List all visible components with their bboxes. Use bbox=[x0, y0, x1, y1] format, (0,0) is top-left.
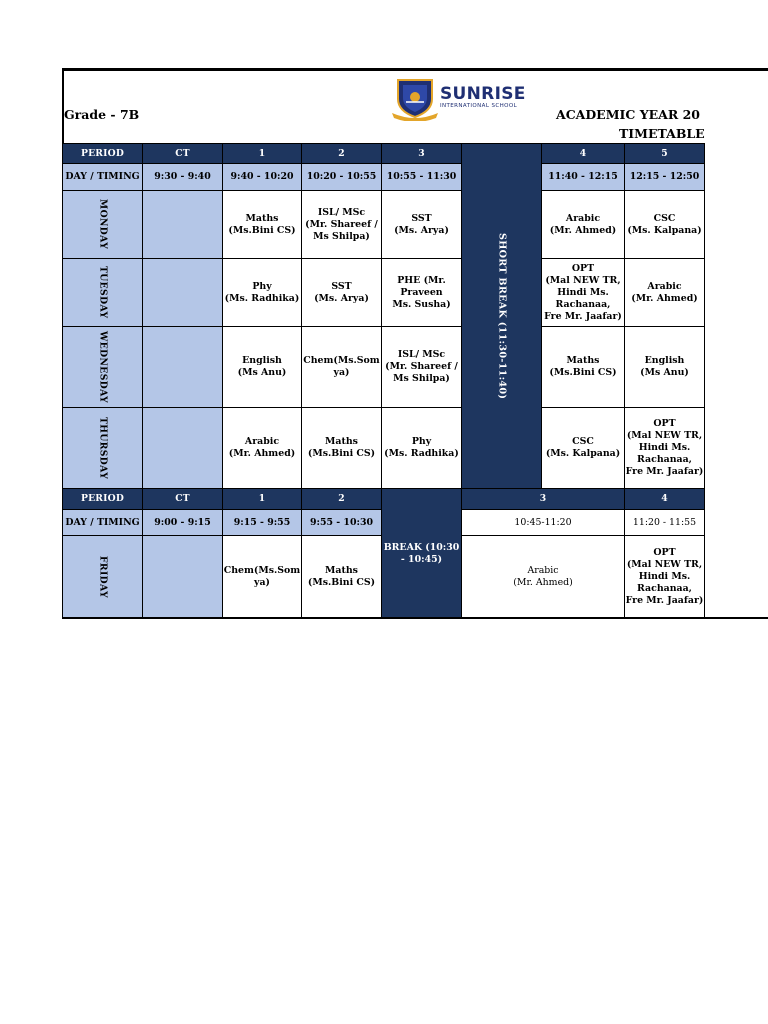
ct-header: CT bbox=[143, 489, 223, 510]
grade-label: Grade - 7B bbox=[64, 107, 140, 122]
class-cell: OPT (Mal NEW TR, Hindi Ms. Rachanaa, Fre Mr. Jaafar) bbox=[625, 408, 705, 489]
school-logo bbox=[390, 77, 530, 121]
school-name: SUNRISE bbox=[440, 84, 526, 104]
period-timing: 10:55 - 11:30 bbox=[382, 164, 462, 191]
period-number: 1 bbox=[223, 143, 302, 164]
ct-timing: 9:30 - 9:40 bbox=[143, 164, 223, 191]
class-cell: Arabic (Mr. Ahmed) bbox=[625, 259, 705, 327]
ct-cell bbox=[143, 536, 223, 619]
class-cell: CSC (Ms. Kalpana) bbox=[625, 191, 705, 259]
period-header: PERIOD bbox=[62, 489, 143, 510]
class-cell: OPT (Mal NEW TR, Hindi Ms. Rachanaa, Fre Mr. Jaafar) bbox=[625, 536, 705, 619]
period-number: 2 bbox=[302, 143, 382, 164]
period-timing: 9:55 - 10:30 bbox=[302, 510, 382, 536]
period-timing: 10:45-11:20 bbox=[462, 510, 625, 536]
table-bottom-border bbox=[62, 617, 768, 619]
period-number: 3 bbox=[462, 489, 625, 510]
class-cell: Maths (Ms.Bini CS) bbox=[302, 536, 382, 619]
school-subtitle: INTERNATIONAL SCHOOL bbox=[440, 103, 518, 109]
day-monday bbox=[62, 191, 143, 259]
ct-header: CT bbox=[143, 143, 223, 164]
day-friday bbox=[62, 536, 143, 619]
class-cell: CSC (Ms. Kalpana) bbox=[542, 408, 625, 489]
class-cell: Chem(Ms.Som ya) bbox=[302, 327, 382, 408]
period-header: PERIOD bbox=[62, 143, 143, 164]
period-number: 5 bbox=[625, 143, 705, 164]
day-label: THURSDAY bbox=[97, 416, 109, 480]
day-wednesday bbox=[62, 327, 143, 408]
class-cell: Maths (Ms.Bini CS) bbox=[542, 327, 625, 408]
period-number: 2 bbox=[302, 489, 382, 510]
class-cell: English (Ms Anu) bbox=[223, 327, 302, 408]
timetable-sheet bbox=[62, 68, 768, 619]
class-cell: Maths (Ms.Bini CS) bbox=[302, 408, 382, 489]
period-timing: 9:15 - 9:55 bbox=[223, 510, 302, 536]
class-cell: OPT (Mal NEW TR, Hindi Ms. Rachanaa, Fre Mr. Jaafar) bbox=[542, 259, 625, 327]
ct-cell bbox=[143, 191, 223, 259]
timetable-label: TIMETABLE bbox=[619, 126, 705, 141]
ct-timing: 9:00 - 9:15 bbox=[143, 510, 223, 536]
period-timing: 10:20 - 10:55 bbox=[302, 164, 382, 191]
day-label: TUESDAY bbox=[97, 266, 109, 319]
day-label: WEDNESDAY bbox=[97, 330, 109, 404]
sheet-top-border bbox=[62, 68, 768, 71]
period-timing: 11:40 - 12:15 bbox=[542, 164, 625, 191]
class-cell: PHE (Mr. Praveen Ms. Susha) bbox=[382, 259, 462, 327]
class-cell: English (Ms Anu) bbox=[625, 327, 705, 408]
period-timing: 11:20 - 11:55 bbox=[625, 510, 705, 536]
ct-cell bbox=[143, 327, 223, 408]
ct-cell bbox=[143, 259, 223, 327]
class-cell: SST (Ms. Arya) bbox=[382, 191, 462, 259]
period-timing: 12:15 - 12:50 bbox=[625, 164, 705, 191]
class-cell: Arabic (Mr. Ahmed) bbox=[462, 536, 625, 619]
period-timing: 9:40 - 10:20 bbox=[223, 164, 302, 191]
short-break-column bbox=[462, 143, 542, 489]
timing-header: DAY / TIMING bbox=[62, 510, 143, 536]
period-number: 4 bbox=[625, 489, 705, 510]
day-label: MONDAY bbox=[97, 199, 109, 250]
class-cell: Phy (Ms. Radhika) bbox=[382, 408, 462, 489]
class-cell: Arabic (Mr. Ahmed) bbox=[223, 408, 302, 489]
class-cell: ISL/ MSc (Mr. Shareef / Ms Shilpa) bbox=[382, 327, 462, 408]
class-cell: ISL/ MSc (Mr. Shareef / Ms Shilpa) bbox=[302, 191, 382, 259]
timetable-grid bbox=[62, 143, 768, 619]
period-number: 4 bbox=[542, 143, 625, 164]
class-cell: Phy (Ms. Radhika) bbox=[223, 259, 302, 327]
school-crest-icon bbox=[390, 77, 440, 121]
ct-cell bbox=[143, 408, 223, 489]
academic-year-label: ACADEMIC YEAR 20 bbox=[556, 107, 700, 122]
period-number: 3 bbox=[382, 143, 462, 164]
day-thursday bbox=[62, 408, 143, 489]
day-label: FRIDAY bbox=[97, 555, 109, 599]
class-cell: Arabic (Mr. Ahmed) bbox=[542, 191, 625, 259]
timing-header: DAY / TIMING bbox=[62, 164, 143, 191]
day-tuesday bbox=[62, 259, 143, 327]
break-column: BREAK (10:30 - 10:45) bbox=[382, 489, 462, 619]
class-cell: Chem(Ms.Som ya) bbox=[223, 536, 302, 619]
period-number: 1 bbox=[223, 489, 302, 510]
class-cell: Maths (Ms.Bini CS) bbox=[223, 191, 302, 259]
short-break-label: SHORT BREAK (11:30-11:40) bbox=[496, 232, 508, 400]
class-cell: SST (Ms. Arya) bbox=[302, 259, 382, 327]
